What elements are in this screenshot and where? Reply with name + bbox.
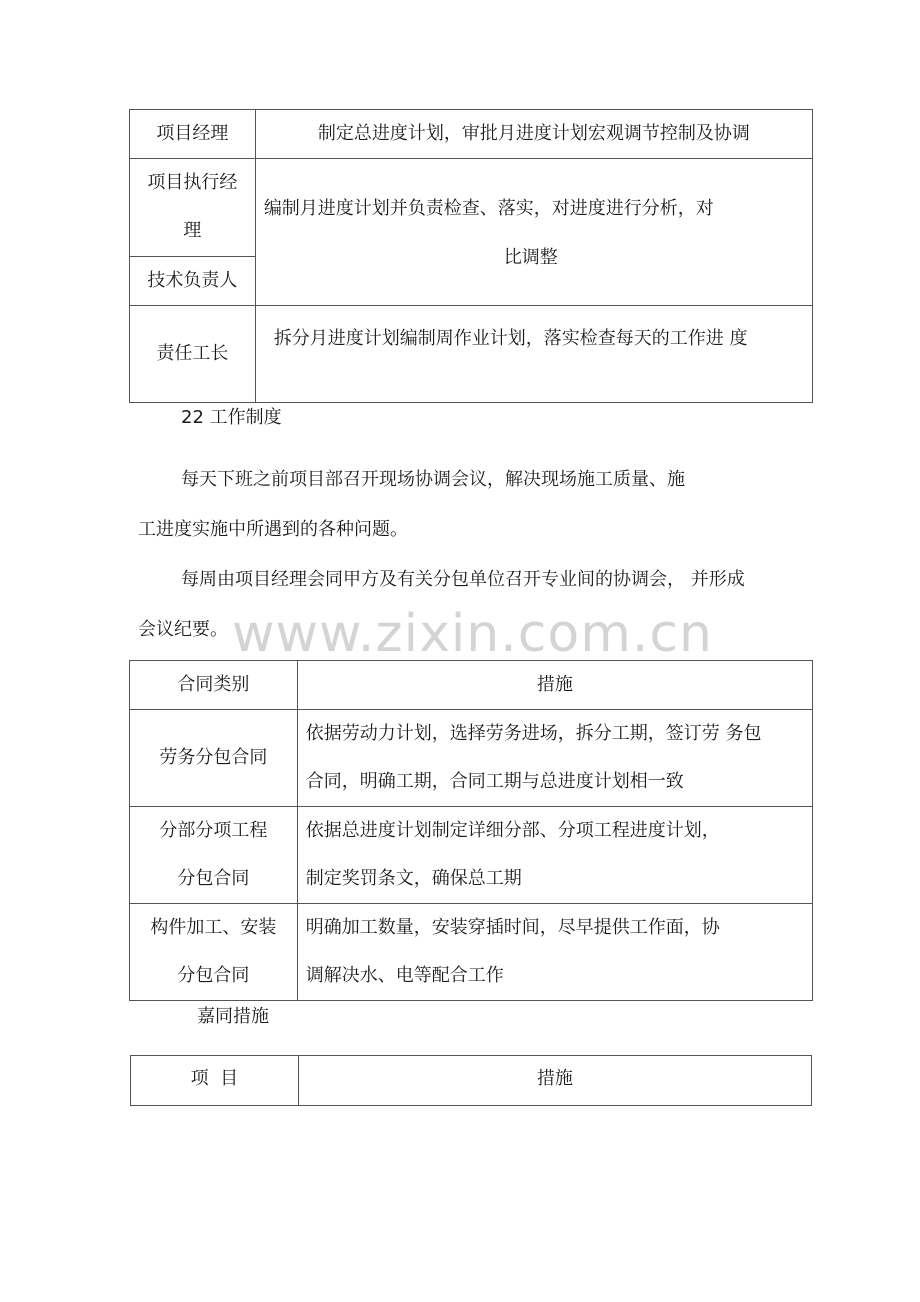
contract-type-cell [130,904,298,1001]
measure-cell [297,710,812,807]
table-header-row [130,661,813,710]
role-tech-lead: 技术负责人 [147,269,238,291]
contract-type-sub-line2: 分包合同 [177,868,250,889]
measure-cell [297,807,812,904]
duty-cell [255,306,812,403]
header-contract-type: 合同类别 [177,674,250,695]
contract-type-component-line1: 构件加工、安装 [150,917,277,938]
duty-cell [255,159,812,306]
table-row [130,110,813,159]
section-heading: 22 工作制度 [181,407,282,428]
role-project-manager: 项目经理 [156,123,229,144]
header-measures: 措施 [536,1068,573,1089]
role-cell [130,110,256,159]
paragraph1-line2: 工进度实施中所遇到的各种问题。 [138,519,408,540]
paragraph2-line1: 每周由项目经理会同甲方及有关分包单位召开专业间的协调会， 并形成 [181,569,745,590]
role-cell [130,306,256,403]
header-cell [297,661,812,710]
paragraph1-line1: 每天下班之前项目部召开现场协调会议，解决现场施工质量、施 [181,469,685,490]
role-foreman: 责任工长 [156,343,229,364]
measure-sub-line2: 制定奖罚条文，确保总工期 [305,868,522,889]
measure-component-line1: 明确加工数量，安装穿插时间，尽早提供工作面，协 [305,917,720,938]
section-caption: 嘉同措施 [197,1006,269,1027]
watermark: www.zixin.com.cn [232,604,713,664]
table-row [130,159,813,257]
measure-sub-line1: 依据总进度计划制定详细分部、分项工程进度计划， [305,820,720,841]
measure-labor-line2: 合同，明确工期，合同工期与总进度计划相一致 [305,771,684,792]
table-row [130,807,813,904]
contract-type-component-line2: 分包合同 [177,965,250,986]
role-cell [130,256,256,305]
duty-foreman: 拆分月进度计划编制周作业计划，落实检查每天的工作进 度 [273,328,748,349]
measure-component-line2: 调解决水、电等配合工作 [305,965,504,986]
table-row [130,306,813,403]
table-row [130,710,813,807]
header-measures: 措施 [536,674,573,695]
paragraph2-line2: 会议纪要。 [138,619,228,640]
duty-project-manager: 制定总进度计划，审批月进度计划宏观调节控制及协调 [317,123,750,144]
header-cell [131,1056,299,1106]
measure-cell [297,904,812,1001]
contract-table [129,660,813,1001]
role-exec-manager-line2: 理 [183,220,202,242]
measure-labor-line1: 依据劳动力计划，选择劳务进场，拆分工期，签订劳 务包 [305,723,762,744]
table-row [130,904,813,1001]
contract-type-sub-line1: 分部分项工程 [159,820,268,841]
contract-type-cell [130,710,298,807]
table-header-row [131,1056,812,1106]
duty-exec-line2: 比调整 [503,247,558,268]
responsibility-table [129,109,813,403]
contract-type-labor: 劳务分包合同 [159,747,268,768]
header-cell [130,661,298,710]
header-item: 项 目 [190,1068,239,1089]
contract-type-cell [130,807,298,904]
duty-cell [255,110,812,159]
role-exec-manager-line1: 项目执行经 [147,172,238,194]
header-cell [298,1056,811,1106]
duty-exec-line1: 编制月进度计划并负责检查、落实，对进度进行分析，对 [263,198,714,219]
role-cell [130,159,256,257]
measures-table [130,1055,812,1106]
